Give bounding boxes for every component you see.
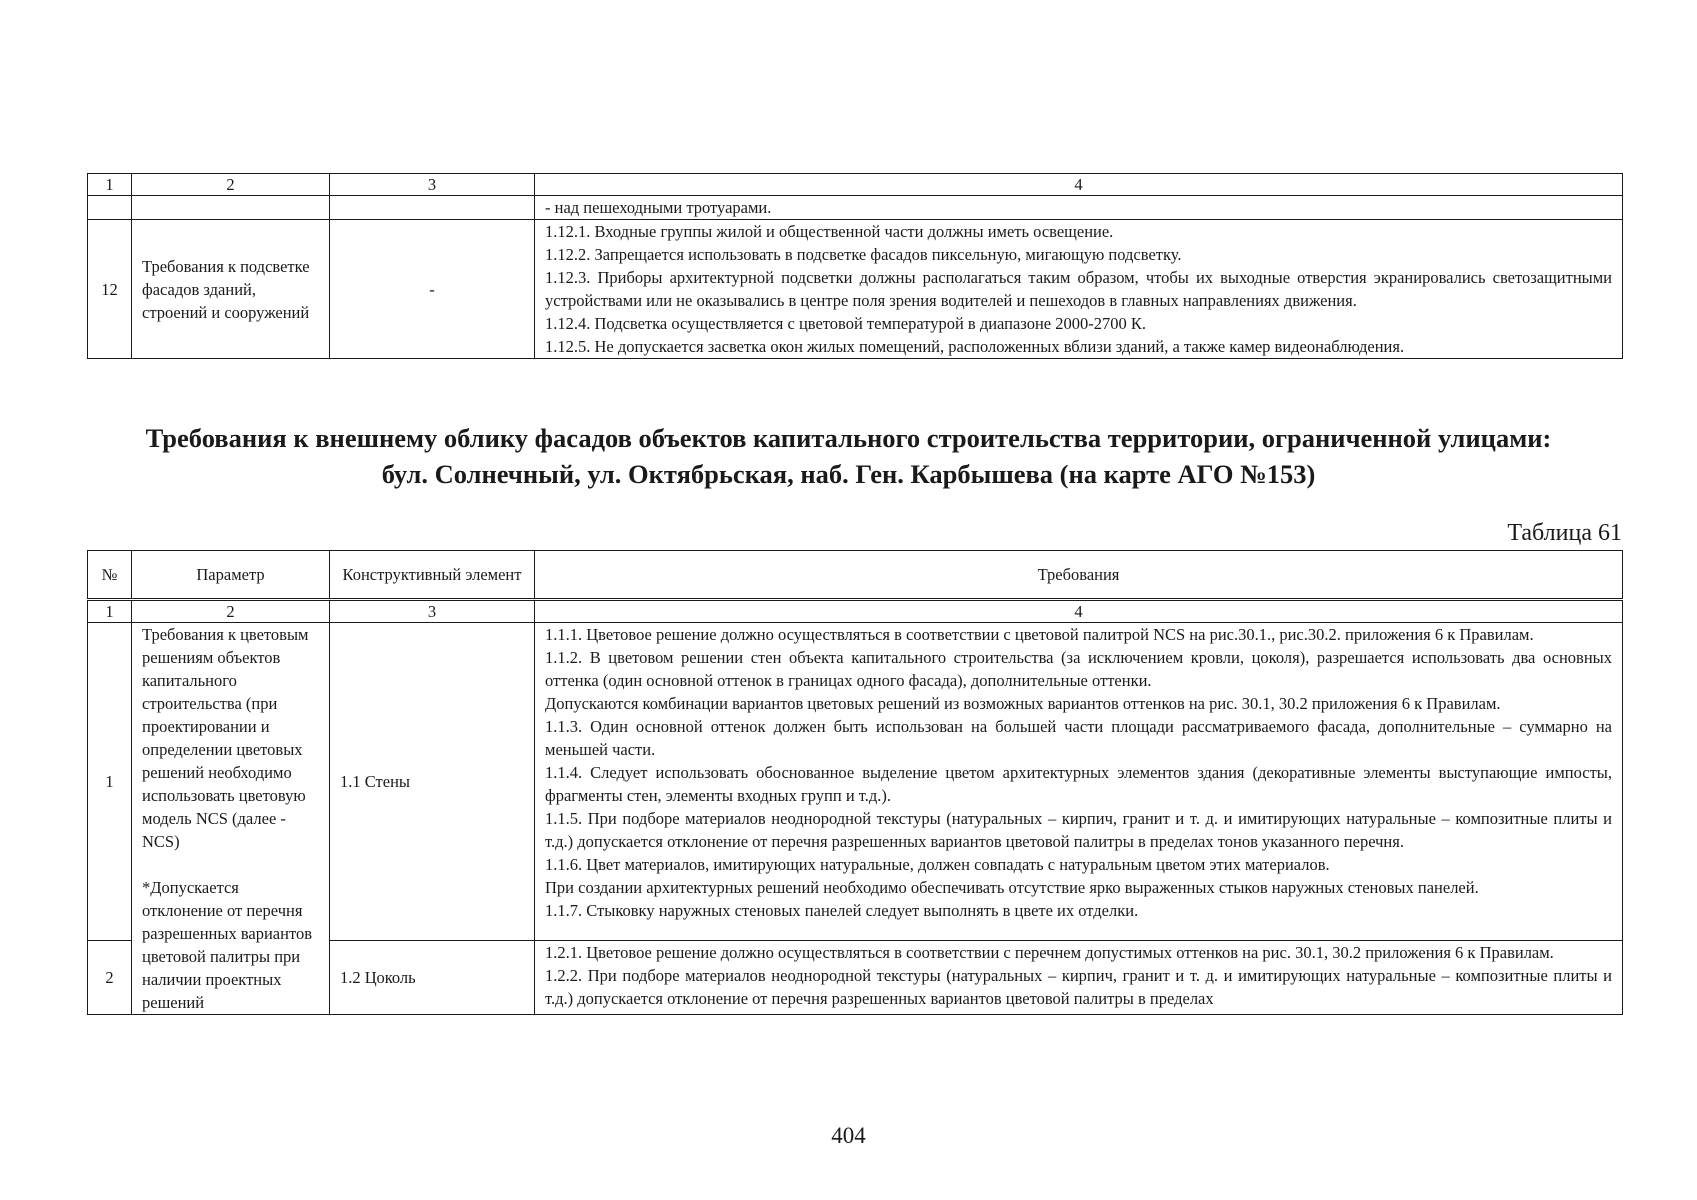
header-number: № [88,551,132,600]
requirement-item: 1.1.4. Следует использовать обоснованное выделение цветом архитектурных элементов здания (декоративные элементы выступающие импосты, фрагменты стен, элементы входных групп и т.д.). [545,763,1612,805]
requirement-cell: - над пешеходными тротуарами. [535,196,1623,220]
requirement-item: 1.1.3. Один основной оттенок должен быть использован на большей части площади рассматриваемого фасада, дополнительные – суммарно на меньшей части. [545,717,1612,759]
table-row [88,220,1623,359]
requirement-item: 1.1.2. В цветовом решении стен объекта капитального строительства (за исключением кровли, цоколя), разрешается использовать два основных оттенка (один основной оттенок в границах одного фасада), дополнительные оттенки. [545,648,1612,690]
section-title [60,420,1637,492]
requirement-item: 1.12.3. Приборы архитектурной подсветки должны располагаться таким образом, чтобы их выходные отверстия экранировались светозащитными устройствами или не оказывались в центре поля зрения водителей и пешеходов в главных направлениях движения. [545,268,1612,310]
element-cell: 1.2 Цоколь [330,940,535,1014]
element-cell: 1.1 Стены [330,623,535,941]
requirement-item: 1.12.2. Запрещается использовать в подсветке фасадов пиксельную, мигающую подсветку. [545,245,1182,264]
header-parameter: Параметр [132,551,330,600]
column-numbering-row [88,174,1623,196]
column-number: 3 [330,174,535,196]
requirement-item: 1.1.6. Цвет материалов, имитирующих натуральные, должен совпадать с натуральным цветом этих материалов. [545,855,1330,874]
column-number: 2 [132,174,330,196]
column-numbering-row [88,600,1623,623]
column-number: 2 [132,600,330,623]
parameter-text: Требования к цветовым решениям объектов капитального строительства (при проектировании и определении цветовых решений необходимо использовать цветовую модель NCS (далее - NCS) [142,625,309,851]
header-requirements: Требования [535,551,1623,600]
table-row [88,623,1623,941]
row-number: 1 [88,623,132,941]
parameter-note: *Допускается отклонение от перечня разрешенных вариантов цветовой палитры при наличии проектных решений [142,878,312,1012]
page-number: 404 [831,1123,866,1148]
continued-table [87,173,1623,359]
requirement-item: 1.1.1. Цветовое решение должно осуществляться в соответствии с цветовой палитрой NCS на рис.30.1., рис.30.2. приложения 6 к Правилам. [545,625,1534,644]
row-number: 2 [88,940,132,1014]
parameter-cell: Требования к подсветке фасадов зданий, строений и сооружений [132,220,330,359]
requirement-cell [535,623,1623,941]
column-number: 1 [88,600,132,623]
requirement-item: 1.1.7. Стыковку наружных стеновых панелей следует выполнять в цвете их отделки. [545,901,1139,920]
requirement-item: При создании архитектурных решений необходимо обеспечивать отсутствие ярко выраженных стыков наружных стеновых панелей. [545,878,1479,897]
requirement-cell [535,220,1623,359]
header-element: Конструктивный элемент [330,551,535,600]
table-header-row [88,551,1623,600]
element-cell: - [330,220,535,359]
parameter-cell [132,623,330,1015]
section-title-line1: Требования к внешнему облику фасадов объектов капитального строительства территории, ограниченной улицами: [145,423,1552,453]
requirement-item: 1.1.5. При подборе материалов неоднородной текстуры (натуральных – кирпич, гранит и т. д. и имитирующих натуральные – композитные плиты и т.д.) допускается отклонение от перечня разрешенных вариантов цветовой палитры в пределах тонов указанного перечня. [545,809,1612,851]
column-number: 4 [535,174,1623,196]
table-row [88,196,1623,220]
requirement-item: 1.2.1. Цветовое решение должно осуществляться в соответствии с перечнем допустимых оттенков на рис. 30.1, 30.2 приложения 6 к Правилам. [545,942,1554,962]
column-number: 4 [535,600,1623,623]
requirement-item: 1.12.5. Не допускается засветка окон жилых помещений, расположенных вблизи зданий, а также камер видеонаблюдения. [545,337,1405,356]
requirement-cell [535,940,1623,1014]
section-title-line2: бул. Солнечный, ул. Октябрьская, наб. Ген. Карбышева (на карте АГО №153) [381,459,1316,489]
table-label: Таблица 61 [1507,520,1622,546]
requirements-table [87,550,1623,1015]
column-number: 1 [88,174,132,196]
requirement-item: 1.2.2. При подборе материалов неоднородной текстуры (натуральных – кирпич, гранит и т. д. и имитирующих натуральные – композитные плиты и т.д.) допускается отклонение от перечня разрешенных вариантов цветовой палитры в пределах [545,965,1612,1008]
requirement-item: Допускаются комбинации вариантов цветовых решений из возможных вариантов оттенков на рис. 30.1, 30.2 приложения 6 к Правилам. [545,694,1501,713]
row-number: 12 [88,220,132,359]
requirement-item: 1.12.4. Подсветка осуществляется с цветовой температурой в диапазоне 2000-2700 К. [545,314,1147,333]
column-number: 3 [330,600,535,623]
requirement-item: 1.12.1. Входные группы жилой и общественной части должны иметь освещение. [545,222,1114,241]
